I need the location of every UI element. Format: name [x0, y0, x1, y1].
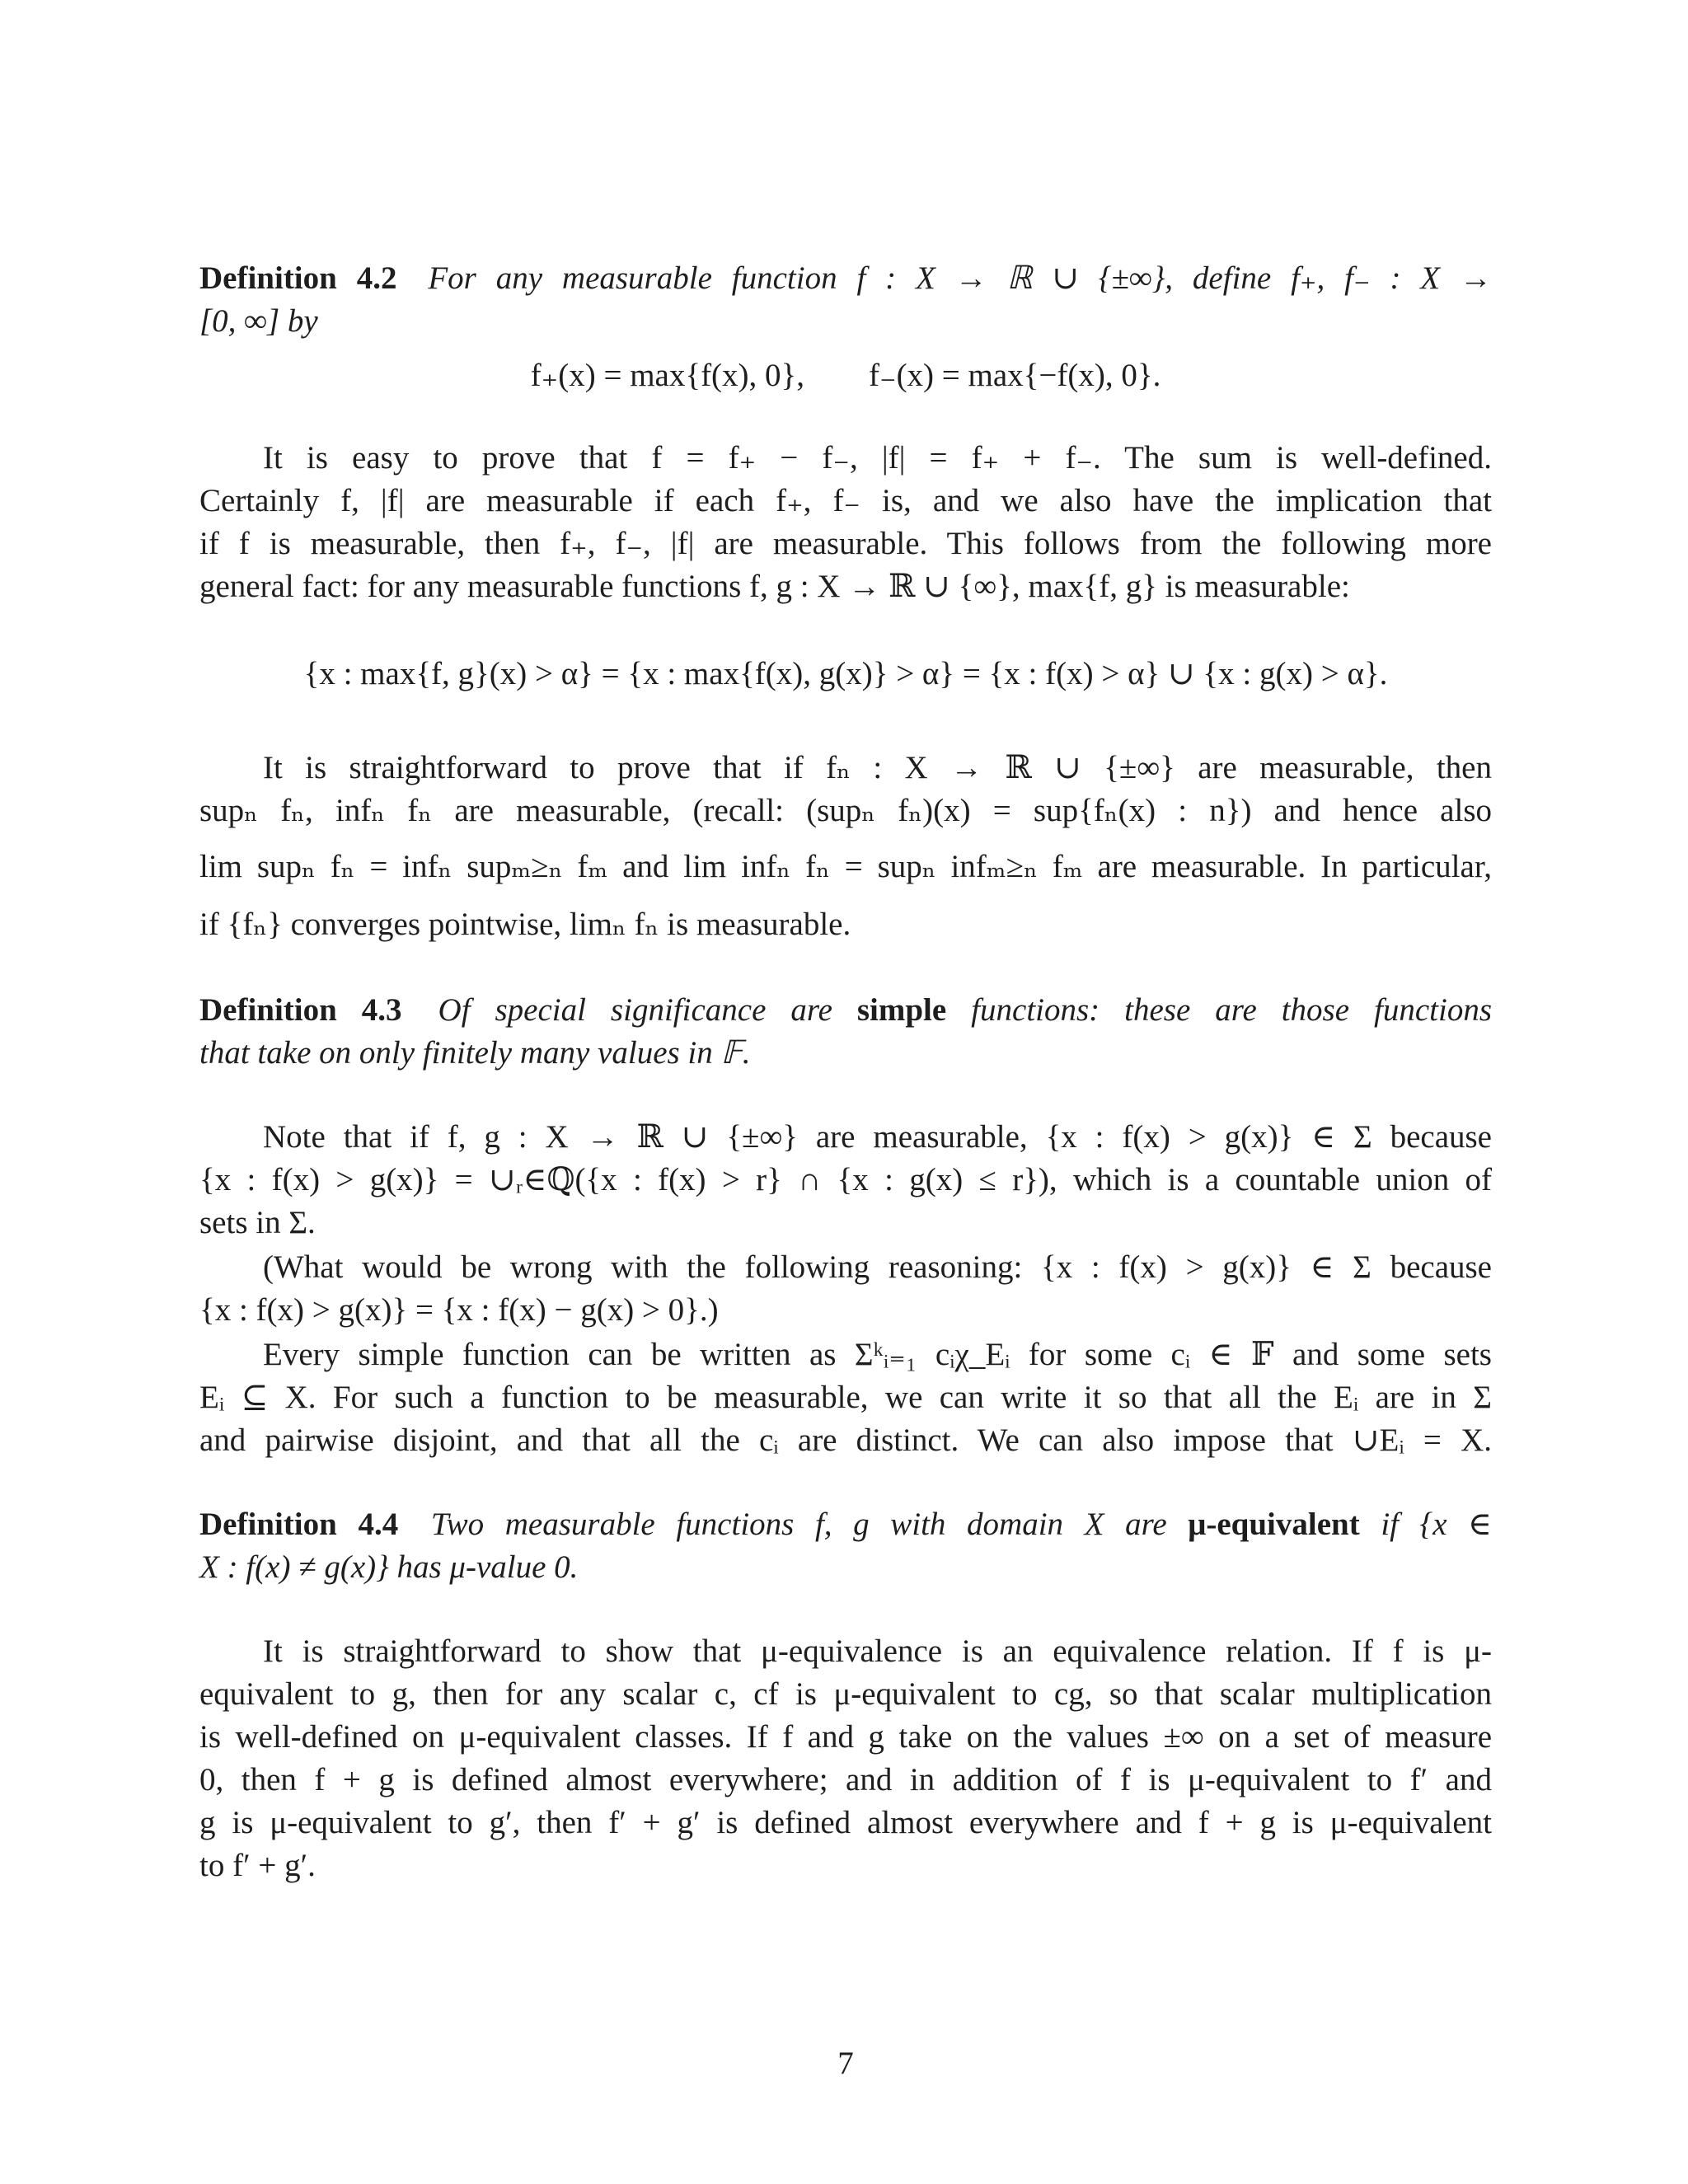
definition-4-4-text-a: Two measurable functions f, g with domain X are	[430, 1507, 1167, 1542]
paragraph-4-line-2: {x : f(x) > g(x)} = {x : f(x) − g(x) > 0}.)	[199, 1292, 719, 1328]
definition-4-4-label: Definition 4.4	[199, 1507, 399, 1542]
paragraph-3-line-1: Note that if f, g : X → ℝ ∪ {±∞} are measurable, {x : f(x) > g(x)} ∈ Σ because	[263, 1119, 1492, 1155]
paragraph-6-line-3: is well-defined on μ-equivalent classes. If f and g take on the values ±∞ on a set of measure	[199, 1719, 1492, 1755]
definition-4-2-line-2: [0, ∞] by	[199, 303, 318, 339]
definition-4-2-label: Definition 4.2	[199, 260, 397, 296]
paragraph-5-line-1: Every simple function can be written as Σᵏᵢ₌₁ cᵢχ_Eᵢ for some cᵢ ∈ 𝔽 and some sets	[263, 1337, 1492, 1372]
paragraph-2-line-1: It is straightforward to prove that if fₙ : X → ℝ ∪ {±∞} are measurable, then	[263, 750, 1492, 785]
definition-4-3-label: Definition 4.3	[199, 992, 402, 1028]
definition-4-3-text-a: Of special significance are	[438, 992, 832, 1028]
definition-4-4-term-mu-equivalent: μ-equivalent	[1188, 1507, 1360, 1542]
paragraph-6-line-5: g is μ-equivalent to g′, then f′ + g′ is defined almost everywhere and f + g is μ-equivalent	[199, 1805, 1492, 1840]
document-page	[199, 0, 1492, 2184]
paragraph-1-line-3: if f is measurable, then f₊, f₋, |f| are measurable. This follows from the following more	[199, 526, 1492, 561]
paragraph-2-line-3: lim supₙ fₙ = infₙ supₘ≥ₙ fₘ and lim infₙ fₙ = supₙ infₘ≥ₙ fₘ are measurable. In particular,	[199, 849, 1492, 884]
definition-4-2-line-1	[199, 257, 1492, 300]
definition-4-2-display-equation: f₊(x) = max{f(x), 0}, f₋(x) = max{−f(x), 0}.	[530, 358, 1161, 393]
paragraph-1-line-4: general fact: for any measurable functions f, g : X → ℝ ∪ {∞}, max{f, g} is measurable:	[199, 569, 1350, 604]
paragraph-4-line-1: (What would be wrong with the following reasoning: {x : f(x) > g(x)} ∈ Σ because	[263, 1249, 1492, 1285]
definition-4-4-text-b: if {x ∈	[1381, 1507, 1493, 1542]
paragraph-3-line-3: sets in Σ.	[199, 1205, 316, 1240]
paragraph-6-line-2: equivalent to g, then for any scalar c, cf is μ-equivalent to cg, so that scalar multiplication	[199, 1676, 1492, 1712]
definition-4-3-term-simple: simple	[856, 992, 947, 1028]
definition-4-3-line-1	[199, 989, 1492, 1032]
definition-4-3-text-b: functions: these are those functions	[971, 992, 1493, 1028]
definition-4-3-line-2: that take on only finitely many values in 𝔽.	[199, 1035, 751, 1071]
display-equation-max: {x : max{f, g}(x) > α} = {x : max{f(x), g(x)} > α} = {x : f(x) > α} ∪ {x : g(x) > α}.	[303, 656, 1388, 691]
paragraph-6-line-4: 0, then f + g is defined almost everywhere; and in addition of f is μ-equivalent to f′ and	[199, 1762, 1492, 1797]
paragraph-3-line-2: {x : f(x) > g(x)} = ∪ᵣ∈ℚ({x : f(x) > r} ∩ {x : g(x) ≤ r}), which is a countable union of	[199, 1162, 1492, 1197]
paragraph-6-line-1: It is straightforward to show that μ-equivalence is an equivalence relation. If f is μ-	[263, 1633, 1492, 1669]
definition-4-4-line-1	[199, 1503, 1492, 1546]
paragraph-5-line-3: and pairwise disjoint, and that all the cᵢ are distinct. We can also impose that ∪Eᵢ = X.	[199, 1422, 1492, 1458]
page-number: 7	[837, 2046, 854, 2081]
paragraph-1-line-2: Certainly f, |f| are measurable if each f₊, f₋ is, and we also have the implication that	[199, 483, 1492, 518]
paragraph-1-line-1: It is easy to prove that f = f₊ − f₋, |f| = f₊ + f₋. The sum is well-defined.	[263, 440, 1492, 476]
paragraph-5-line-2: Eᵢ ⊆ X. For such a function to be measurable, we can write it so that all the Eᵢ are in Σ	[199, 1380, 1492, 1415]
paragraph-6-line-6: to f′ + g′.	[199, 1848, 316, 1883]
paragraph-2-line-2: supₙ fₙ, infₙ fₙ are measurable, (recall: (supₙ fₙ)(x) = sup{fₙ(x) : n}) and hence also	[199, 793, 1492, 828]
paragraph-2-line-4: if {fₙ} converges pointwise, limₙ fₙ is measurable.	[199, 907, 851, 942]
definition-4-4-line-2: X : f(x) ≠ g(x)} has μ-value 0.	[199, 1549, 579, 1585]
definition-4-2-text: For any measurable function f : X → ℝ ∪ {±∞}, define f₊, f₋ : X →	[428, 260, 1492, 296]
